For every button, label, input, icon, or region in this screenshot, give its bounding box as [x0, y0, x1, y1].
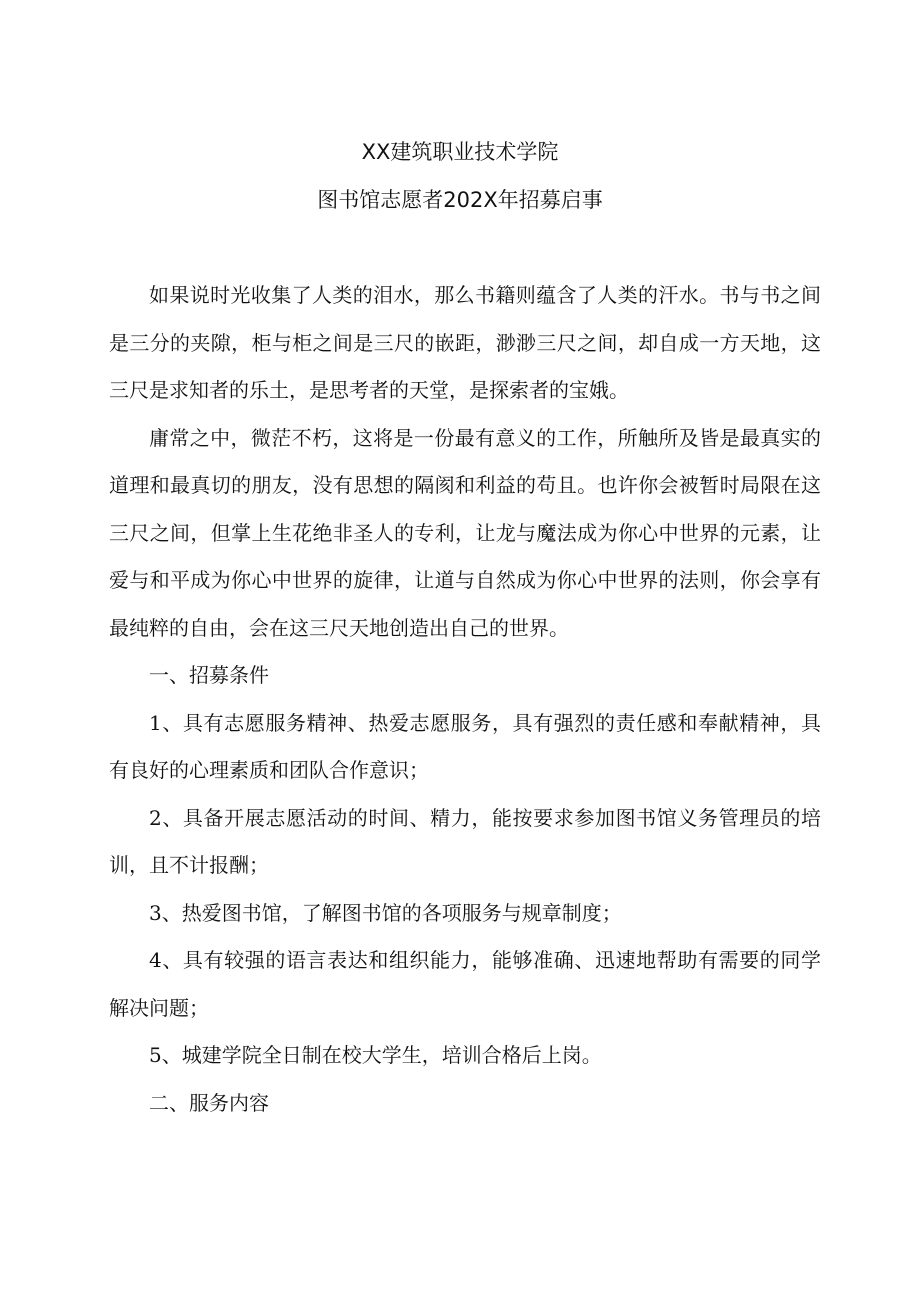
section-heading-requirements: 一、招募条件: [149, 663, 269, 687]
requirement-item-4: 4、具有较强的语言表达和组织能力，能够准确、迅速地帮助有需要的同学解决问题；: [109, 948, 821, 1020]
document-title-notice: 图书馆志愿者202X年招募启事: [317, 188, 603, 212]
requirement-item-1: 1、具有志愿服务精神、热爱志愿服务，具有强烈的责任感和奉献精神，具有良好的心理素质和团队合作意识；: [109, 710, 821, 782]
requirement-item-2: 2、具备开展志愿活动的时间、精力，能按要求参加图书馆义务管理员的培训，且不计报酬；: [109, 805, 821, 877]
document-title-school: XX建筑职业技术学院: [361, 140, 559, 164]
requirement-item-5: 5、城建学院全日制在校大学生，培训合格后上岗。: [149, 1043, 602, 1067]
intro-paragraph-1: 如果说时光收集了人类的泪水，那么书籍则蕴含了人类的汗水。书与书之间是三分的夹隙，柜与柜之间是三尺的嵌距，渺渺三尺之间，却自成一方天地，这三尺是求知者的乐土，是思考者的天堂，是探索者的宝娥。: [109, 283, 821, 402]
section-heading-service: 二、服务内容: [149, 1090, 269, 1115]
intro-paragraph-2: 庸常之中，微茫不朽，这将是一份最有意义的工作，所触所及皆是最真实的道理和最真切的朋友，没有思想的隔阂和利益的苟且。也许你会被暂时局限在这三尺之间，但掌上生花绝非圣人的专利，让龙与魔法成为你心中世界的元素，让爱与和平成为你心中世界的旋律，让道与自然成为你心中世界的法则，你会享有最纯粹的自由，会在这三尺天地创造出自己的世界。: [109, 425, 821, 640]
requirement-item-3: 3、热爱图书馆，了解图书馆的各项服务与规章制度；: [149, 900, 622, 925]
document-body: [109, 272, 821, 1127]
